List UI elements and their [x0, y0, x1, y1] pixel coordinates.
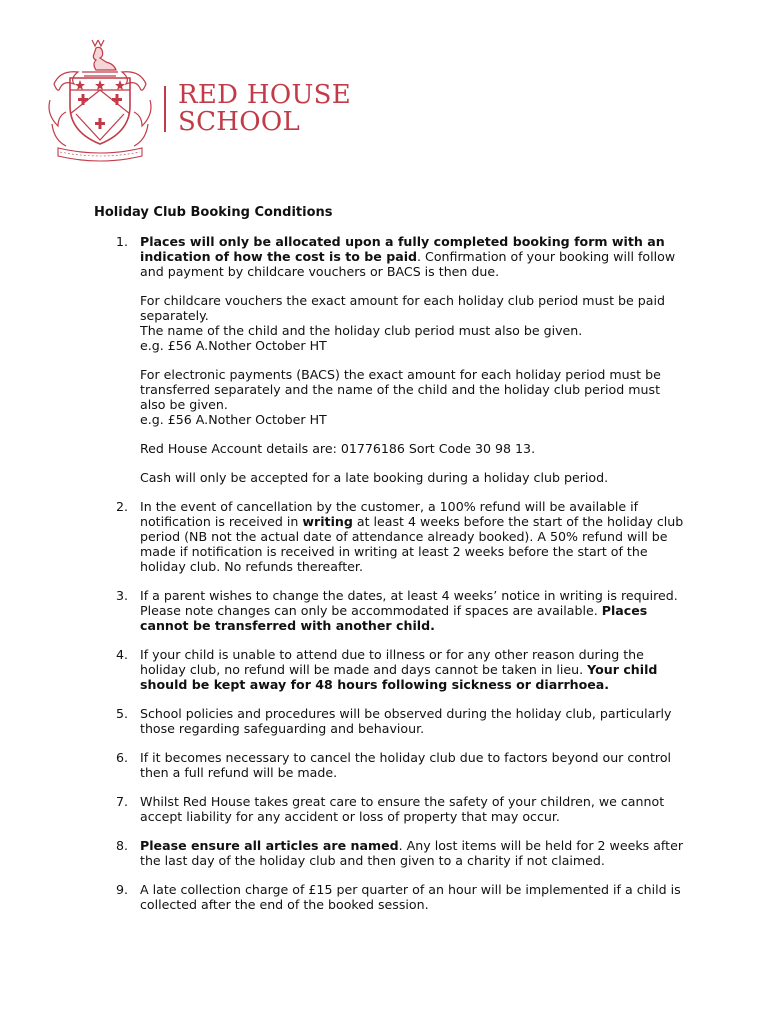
condition-8-bold: Please ensure all articles are named: [140, 838, 399, 853]
condition-4-part-a: If your child is unable to attend due to illness or for any other reason during the holiday club, no refund will be made and days cannot be taken in lieu.: [140, 647, 644, 677]
condition-1-vouchers: For childcare vouchers the exact amount for each holiday club period must be paid separately.: [140, 293, 666, 323]
condition-item-4: [94, 647, 684, 692]
condition-item-8: [94, 838, 684, 868]
wordmark-line-1: RED HOUSE: [178, 80, 352, 110]
condition-2-bold: writing: [302, 514, 353, 529]
condition-1-account: Red House Account details are: 01776186 Sort Code 30 98 13.: [140, 441, 536, 456]
school-crest-logo: [44, 36, 156, 162]
condition-8-text: [140, 838, 684, 868]
item-number: 1.: [116, 234, 129, 249]
condition-item-2: [94, 499, 684, 574]
item-number: 7.: [116, 794, 129, 809]
condition-1-intro: [140, 234, 684, 279]
condition-4-bold: Your child should be kept away for 48 hours following sickness or diarrhoea.: [140, 662, 658, 692]
item-number: 2.: [116, 499, 129, 514]
condition-2-text: [140, 499, 684, 574]
condition-1-rest: . Confirmation of your booking will follow and payment by childcare vouchers or BACS is then due.: [140, 249, 676, 279]
item-number: 5.: [116, 706, 129, 721]
item-number: 9.: [116, 882, 129, 897]
document-title: Holiday Club Booking Conditions: [94, 205, 333, 220]
item-number: 4.: [116, 647, 129, 662]
condition-1-bold: Places will only be allocated upon a fully completed booking form with an indication of how the cost is to be paid: [140, 234, 665, 264]
condition-3-text: [140, 588, 684, 633]
condition-1-bacs: For electronic payments (BACS) the exact amount for each holiday period must be transferred separately and the name of the child and the holiday club period must also be given.: [140, 367, 661, 412]
condition-item-9: [94, 882, 684, 912]
condition-2-part-a: In the event of cancellation by the customer, a 100% refund will be available if notification is received in: [140, 499, 639, 529]
condition-1-name-note: The name of the child and the holiday club period must also be given.: [140, 323, 583, 338]
condition-9-text: A late collection charge of £15 per quarter of an hour will be implemented if a child is collected after the end of the booked session.: [140, 882, 681, 912]
item-number: 6.: [116, 750, 129, 765]
item-number: 3.: [116, 588, 129, 603]
condition-1-example-2: e.g. £56 A.Nother October HT: [140, 412, 327, 427]
condition-1-example: e.g. £56 A.Nother October HT: [140, 338, 327, 353]
condition-8-rest: . Any lost items will be held for 2 weeks after the last day of the holiday club and then given to a charity if not claimed.: [140, 838, 684, 868]
logo-divider: [164, 86, 166, 132]
condition-item-5: [94, 706, 684, 736]
condition-6-text: If it becomes necessary to cancel the holiday club due to factors beyond our control then a full refund will be made.: [140, 750, 672, 780]
item-number: 8.: [116, 838, 129, 853]
condition-5-text: School policies and procedures will be observed during the holiday club, particularly those regarding safeguarding and behaviour.: [140, 706, 672, 736]
condition-4-text: [140, 647, 684, 692]
condition-3-part-a: If a parent wishes to change the dates, at least 4 weeks’ notice in writing is required. Please note changes can only be accommodated if spaces are available.: [140, 588, 678, 618]
condition-item-1: [94, 234, 684, 485]
school-wordmark: [178, 82, 351, 136]
condition-7-text: Whilst Red House takes great care to ensure the safety of your children, we cannot accept liability for any accident or loss of property that may occur.: [140, 794, 665, 824]
wordmark-line-2: SCHOOL: [178, 107, 301, 137]
condition-item-7: [94, 794, 684, 824]
conditions-list: [94, 234, 684, 912]
condition-item-6: [94, 750, 684, 780]
condition-2-part-c: at least 4 weeks before the start of the holiday club period (NB not the actual date of attendance already booked). A 50% refund will be made if notification is received in writing at least 2 weeks before the start of the holiday club. No refunds thereafter.: [140, 514, 684, 574]
condition-3-bold: Places cannot be transferred with another child.: [140, 603, 648, 633]
condition-1-cash: Cash will only be accepted for a late booking during a holiday club period.: [140, 470, 609, 485]
condition-item-3: [94, 588, 684, 633]
